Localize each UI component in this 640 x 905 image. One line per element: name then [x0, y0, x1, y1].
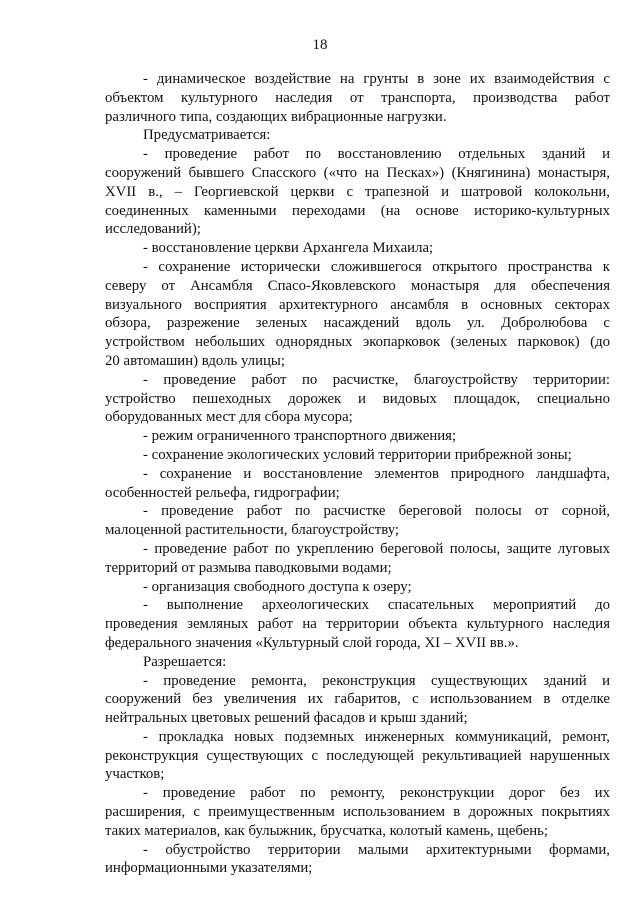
text-line: информационными указателями;: [105, 860, 313, 877]
text-line: - динамическое воздействие на грунты в зоне их взаимодействия с: [143, 71, 610, 87]
text-line: северу от Ансамбля Спасо-Яковлевского монастыря для обеспечения: [105, 277, 610, 294]
text-line: XVII в., – Георгиевской церкви с трапезной и шатровой колокольни,: [105, 183, 610, 200]
text-line: визуального восприятия архитектурного ансамбля в основных секторах: [105, 296, 610, 313]
text-line: федерального значения «Культурный слой города, XI – XVII вв.».: [105, 634, 519, 651]
text-line: особенностей рельефа, гидрографии;: [105, 484, 340, 501]
text-line: нейтральных цветовых решений фасадов и крыш зданий;: [105, 710, 468, 727]
text-line: - проведение ремонта, реконструкция существующих зданий и: [143, 672, 610, 689]
text-line: - проведение работ по ремонту, реконструкции дорог без их: [143, 785, 610, 802]
text-line: - организация свободного доступа к озеру;: [143, 578, 412, 595]
text-line: сооружений без увеличения их габаритов, с использованием в отделке: [105, 691, 610, 708]
text-line: - выполнение археологических спасательных мероприятий до: [143, 597, 610, 614]
document-body: [105, 70, 610, 878]
text-line: - проведение работ по расчистке, благоустройству территории:: [143, 371, 610, 388]
text-line: малоценной растительности, благоустройству;: [105, 522, 400, 539]
text-line: исследований);: [105, 221, 201, 238]
text-line: - проведение работ по расчистке береговой полосы от сорной,: [143, 503, 610, 520]
text-line: - сохранение исторически сложившегося открытого пространства к: [143, 258, 610, 275]
text-line: - проведение работ по восстановлению отдельных зданий и: [143, 146, 610, 163]
text-line: оборудованных мест для сбора мусора;: [105, 409, 353, 426]
text-line: - проведение работ по укреплению береговой полосы, защите луговых: [143, 540, 610, 557]
text-line: расширения, с преимущественным использованием в дорожных покрытиях: [105, 804, 610, 821]
text-line: таких материалов, как булыжник, брусчатка, колотый камень, щебень;: [105, 822, 549, 839]
text-line: Разрешается:: [143, 653, 227, 670]
text-line: - восстановление церкви Архангела Михаила;: [143, 240, 434, 257]
text-line: - сохранение и восстановление элементов природного ландшафта,: [143, 465, 610, 482]
text-line: обзора, разрежение зеленых насаждений вдоль ул. Добролюбова с: [105, 315, 610, 332]
text-line: Предусматривается:: [143, 127, 271, 144]
text-line: территорий от размыва паводковыми водами;: [105, 559, 392, 576]
text-line: - режим ограниченного транспортного движения;: [143, 428, 457, 445]
text-line: сооружений бывшего Спасского («что на Песках») (Княгинина) монастыря,: [105, 164, 610, 181]
text-line: реконструкция существующих с последующей рекультивацией нарушенных: [105, 747, 610, 764]
text-line: различного типа, создающих вибрационные нагрузки.: [105, 108, 447, 125]
text-line: - обустройство территории малыми архитектурными формами,: [143, 841, 610, 858]
text-line: соединенных каменными переходами (на основе историко-культурных: [105, 202, 610, 219]
text-line: - сохранение экологических условий территории прибрежной зоны;: [143, 446, 572, 463]
text-line: устройство пешеходных дорожек и видовых площадок, специально: [105, 390, 610, 407]
text-line: - прокладка новых подземных инженерных коммуникаций, ремонт,: [143, 728, 610, 745]
text-line: участков;: [105, 766, 165, 783]
text-line: объектом культурного наследия от транспорта, производства работ: [105, 89, 610, 106]
text-line: 20 автомашин) вдоль улицы;: [105, 352, 285, 369]
page-number: 18: [312, 37, 328, 53]
text-line: проведения земляных работ на территории объекта культурного наследия: [105, 616, 610, 633]
text-line: устройством небольших однорядных экопарковок (зеленых парковок) (до: [105, 334, 610, 351]
